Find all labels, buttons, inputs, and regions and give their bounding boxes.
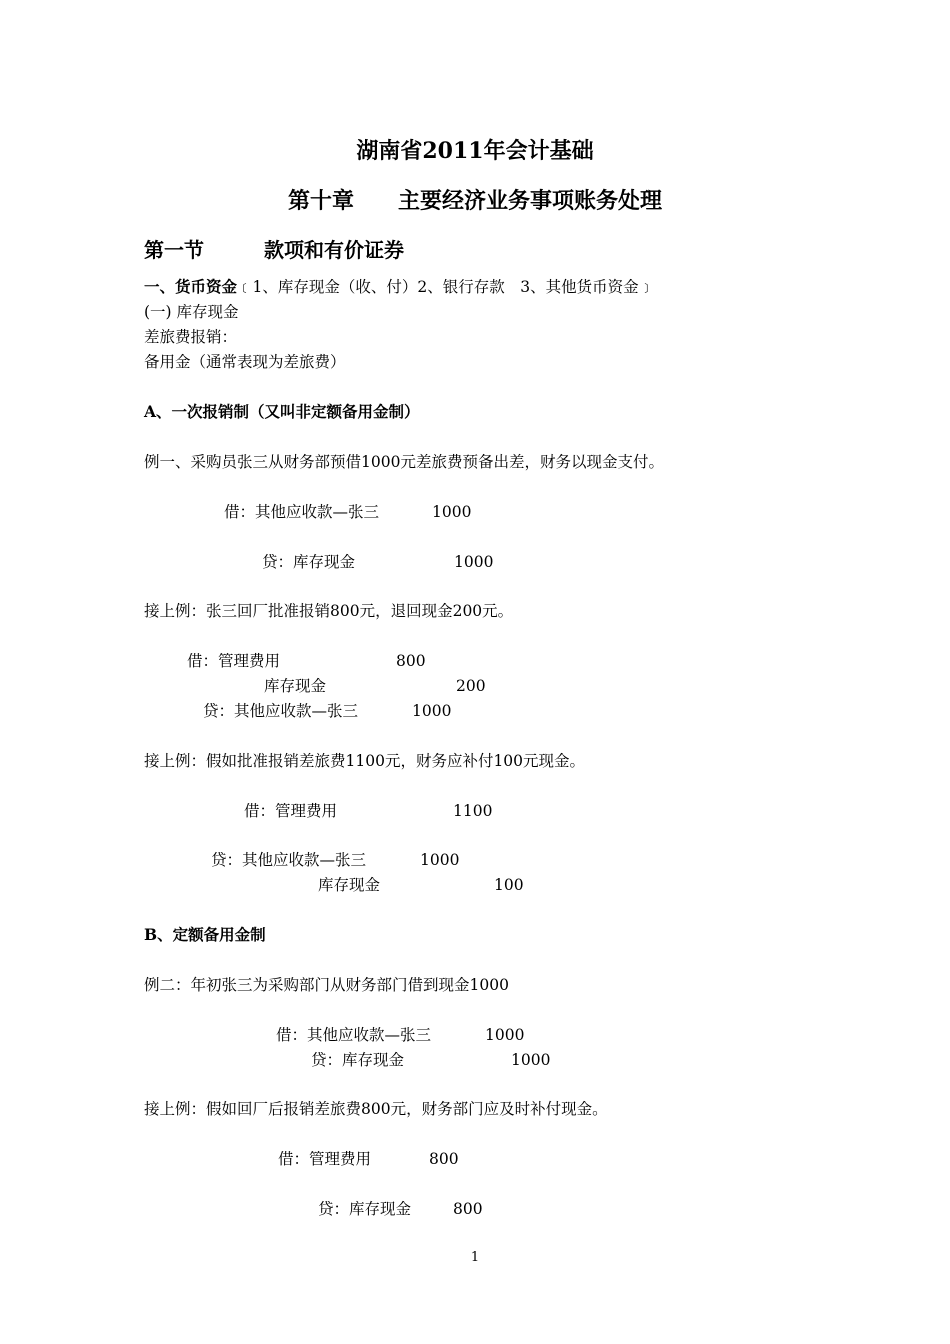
entry-2-debit-2: 库存现金 xyxy=(264,677,327,695)
method-a-heading: A、一次报销制（又叫非定额备用金制） xyxy=(144,402,420,421)
travel-expense-label: 差旅费报销： xyxy=(144,328,238,346)
entry-4-debit-amount: 1000 xyxy=(485,1026,525,1044)
entry-3-credit-2: 库存现金 xyxy=(318,876,381,894)
entry-3-credit-1-amount: 1000 xyxy=(420,851,460,869)
entry-5-credit-amount: 800 xyxy=(453,1200,483,1218)
example-2b-text: 接上例：假如回厂后报销差旅费800元，财务部门应及时补付现金。 xyxy=(144,1100,608,1118)
entry-5-debit-amount: 800 xyxy=(429,1150,459,1168)
entry-1-credit-amount: 1000 xyxy=(454,553,494,571)
entry-2-credit-amount: 1000 xyxy=(412,702,452,720)
entry-4-credit: 贷：库存现金 xyxy=(311,1051,405,1069)
entry-4-debit: 借：其他应收款—张三 xyxy=(276,1026,432,1044)
entry-1-debit-amount: 1000 xyxy=(432,503,472,521)
section-1-line xyxy=(144,277,654,297)
entry-1-credit: 贷：库存现金 xyxy=(262,553,356,571)
entry-3-credit-1: 贷：其他应收款—张三 xyxy=(211,851,367,869)
example-1-text: 例一、采购员张三从财务部预借1000元差旅费预备出差，财务以现金支付。 xyxy=(144,453,664,471)
subsection-cash: (一) 库存现金 xyxy=(144,303,239,321)
chapter-heading: 第十章 主要经济业务事项账务处理 xyxy=(287,188,662,214)
entry-5-credit: 贷：库存现金 xyxy=(318,1200,412,1218)
example-1b-text: 接上例：张三回厂批准报销800元，退回现金200元。 xyxy=(144,602,514,620)
document-title: 湖南省2011年会计基础 xyxy=(356,138,594,164)
petty-cash-label: 备用金（通常表现为差旅费） xyxy=(144,353,346,371)
section-1-items: ﹝1、库存现金（收、付）2、银行存款 3、其他货币资金﹞ xyxy=(237,278,655,296)
section-heading: 第一节 款项和有价证券 xyxy=(144,238,404,262)
entry-2-debit-2-amount: 200 xyxy=(456,677,486,695)
example-1c-text: 接上例：假如批准报销差旅费1100元，财务应补付100元现金。 xyxy=(144,752,586,770)
example-2-text: 例二：年初张三为采购部门从财务部门借到现金1000 xyxy=(144,976,509,994)
entry-2-debit-1-amount: 800 xyxy=(396,652,426,670)
entry-5-debit: 借：管理费用 xyxy=(278,1150,372,1168)
section-1-label: 一、货币资金 xyxy=(144,277,238,296)
page-number: 1 xyxy=(470,1250,480,1265)
entry-2-credit: 贷：其他应收款—张三 xyxy=(203,702,359,720)
entry-1-debit: 借：其他应收款—张三 xyxy=(224,503,380,521)
entry-4-credit-amount: 1000 xyxy=(511,1051,551,1069)
entry-3-debit-amount: 1100 xyxy=(453,802,493,820)
entry-2-debit-1: 借：管理费用 xyxy=(187,652,281,670)
entry-3-credit-2-amount: 100 xyxy=(494,876,524,894)
entry-3-debit: 借：管理费用 xyxy=(244,802,338,820)
method-b-heading: B、定额备用金制 xyxy=(144,925,266,944)
